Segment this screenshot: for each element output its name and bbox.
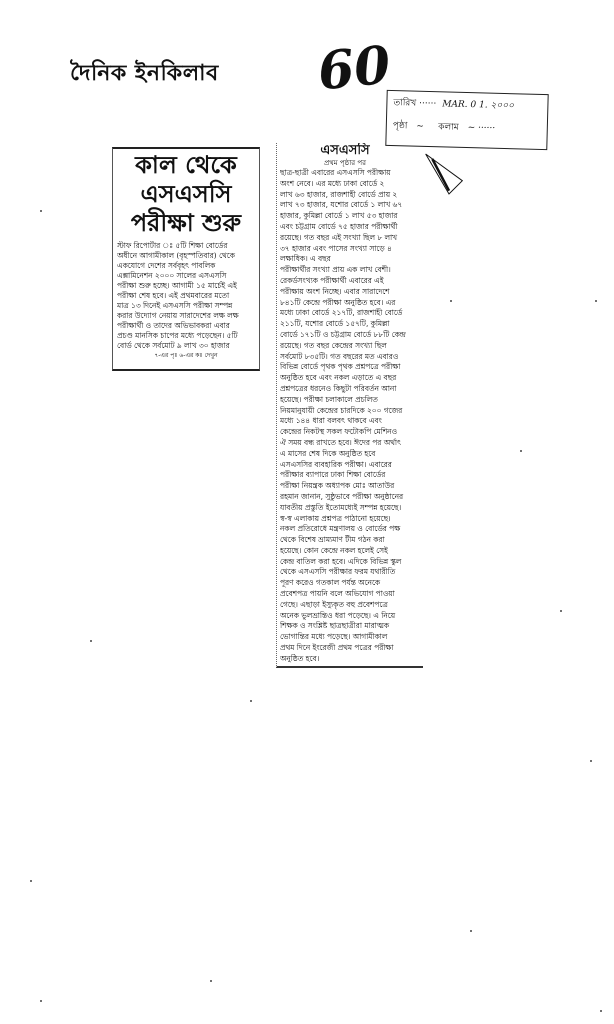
text-line: থেকে বিশেষ ভ্রাম্যমাণ টীম গঠন করা (280, 535, 385, 545)
article-body (117, 241, 255, 361)
speck (40, 210, 42, 212)
text-line: রয়েছে। গত বছর এই সংখ্যা ছিল ৮ লাখ (280, 232, 398, 242)
archive-stamp: তারিখ ······ MAR. 0 1. ২০০০ পৃষ্ঠা ~ কলাম ~ ······ (385, 90, 548, 150)
headline-line: পরীক্ষা শুরু (130, 209, 242, 237)
continued-heading: এসএসসি (320, 143, 370, 158)
speck (470, 930, 472, 932)
text-line: মধ্যে ১৪৪ ধারা বলবৎ থাকবে এবং (280, 416, 382, 426)
date-value: MAR. 0 1. ২০০০ (442, 99, 515, 112)
text-line: লাখ ৭৩ হাজার, যশোর বোর্ডে ১ লাখ ৬৭ (280, 200, 403, 210)
text-line: শিক্ষক ও সংশ্লিষ্ট ছাত্রছাত্রীরা মারাত্মক (280, 621, 390, 631)
speck (90, 640, 92, 642)
text-line: করার উদ্যোগ নেয়ায় সারাদেশের লক্ষ লক্ষ (117, 311, 239, 320)
text-line: হয়েছে। পরীক্ষা চলাকালে প্রচলিত (280, 394, 378, 404)
text-line: পূরণ করেও গতকাল পর্যন্ত অনেকে (280, 578, 381, 588)
text-line: ৩৭ হাজার এবং পাসের সংখ্যা সাড়ে ৪ (280, 243, 392, 253)
speck (600, 1010, 602, 1012)
speck (250, 700, 252, 702)
text-line: রহমান জানান, সুষ্ঠুভাবে পরীক্ষা অনুষ্ঠানের (280, 491, 404, 501)
handwritten-page-number: 60 (315, 34, 394, 103)
speck (595, 300, 597, 302)
continuation-note: ৭-এর পৃঃ ৬-এর কঃ দেখুন (154, 352, 218, 359)
text-line: গেছে। এছাড়া ইস্যুকৃত বহু প্রবেশপত্রে (280, 599, 388, 609)
text-line: পরীক্ষার্থী ও তাদের অভিভাবকরা এবার (117, 321, 230, 330)
text-line: এসএসসির ব্যবহারিক পরীক্ষা। এবারের (280, 459, 392, 469)
speck (560, 610, 562, 612)
text-line: প্রশ্নপত্রের ধরনেও কিছুটা পরিবর্তন আনা (280, 383, 397, 393)
headline-line: কাল থেকে (135, 151, 237, 179)
speck (40, 1000, 42, 1002)
text-line: নিয়মানুযায়ী কেন্দ্রের চারদিকে ২০০ গজের (280, 405, 403, 415)
text-line: অনুষ্ঠিত হবে এবং নকল এড়াতে এ বছর (280, 373, 397, 383)
text-line: হয়েছে। কোন কেন্দ্রে নকল হলেই সেই (280, 545, 388, 555)
text-line: লক্ষাধিক। এ বছর (280, 254, 331, 264)
article-body (277, 168, 423, 665)
text-line: ঐ সময় বন্ধ রাখতে হবে। ঈদের পর অর্থাৎ (280, 437, 401, 447)
text-line: ২১১টি, যশোর বোর্ডে ১৫৭টি, কুমিল্লা (280, 319, 390, 329)
text-line: স্ব-স্ব এলাকায় প্রশ্নপত্র পাঠানো হয়েছে। (280, 513, 391, 523)
text-line: ৮৪১টি কেন্দ্রে পরীক্ষা অনুষ্ঠিত হবে। এর (280, 297, 396, 307)
text-line: পরীক্ষায় অংশ নিচ্ছে। এবার সারাদেশে (280, 286, 390, 296)
text-line: অধীনে আগামীকাল (বৃহস্পতিবার) থেকে (117, 251, 235, 260)
text-line: প্রথম দিনে ইংরেজী প্রথম পত্রের পরীক্ষা (280, 643, 394, 653)
text-line: প্রচণ্ড মানসিক চাপের মধ্যে পড়েছেন। ৫টি (117, 331, 238, 340)
text-line: অংশ নেবে। এর মধ্যে ঢাকা বোর্ডে ২ (280, 178, 385, 188)
text-line: মাত্র ১৩ দিনেই এসএসসি পরীক্ষা সম্পন্ন (117, 301, 233, 310)
speck (30, 880, 32, 882)
text-line: যাবতীয় প্রস্তুতি ইতোমধ্যেই সম্পন্ন হয়েছে। (280, 502, 402, 512)
front-page-clipping (112, 147, 260, 371)
text-line: বোর্ড থেকে সর্বমোট ৯ লাখ ৩০ হাজার (117, 341, 230, 350)
text-line: লাখ ৬৩ হাজার, রাজশাহী বোর্ডে প্রায় ২ (280, 189, 398, 199)
text-line: অনেক ভুলভ্রান্তিও ধরা পড়েছে। এ নিয়ে (280, 610, 396, 620)
text-line: ছাত্র-ছাত্রী এবারের এসএসসি পরীক্ষায় (280, 168, 391, 177)
text-line: পরীক্ষার্থীর সংখ্যা প্রায় এক লাখ বেশী। (280, 265, 391, 275)
text-line: মধ্যে ঢাকা বোর্ডে ২১৭টি, রাজশাহী বোর্ডে (280, 308, 403, 318)
newspaper-masthead: দৈনিক ইনকিলাব (70, 61, 219, 86)
headline-line: এসএসসি (140, 180, 232, 208)
speck (520, 450, 522, 452)
text-line: পরীক্ষা শেষ হবে। এই প্রথমবারের মতো (117, 291, 230, 300)
folded-corner (424, 152, 464, 196)
text-line: পরীক্ষা শুরু হচ্ছে। আগামী ১৫ মার্চেই এই (117, 281, 237, 290)
text-line: কেন্দ্রের নিকটস্থ সকল ফটোকপি মেশিনও (280, 427, 398, 437)
text-line: এবং চট্টগ্রাম বোর্ডে ৭৫ হাজার পরীক্ষার্থী (280, 221, 398, 231)
continued-clipping (276, 143, 423, 668)
text-line: প্রবেশপত্র পায়নি বলে অভিযোগ পাওয়া (280, 589, 395, 599)
page-label: পৃষ্ঠা (392, 121, 408, 132)
text-line: সর্বমোট ৮৩৫টি। গত বছরের মত এবারও (280, 351, 399, 361)
speck (590, 760, 592, 762)
text-line: ভোগান্তির মধ্যে পড়েছে। আগামীকাল (280, 632, 388, 642)
text-line: কেন্দ্র বাতিল করা হবে। এদিকে বিভিন্ন স্কুল (280, 556, 402, 566)
text-line: স্টাফ রিপোর্টার ঃ ৫টি শিক্ষা বোর্ডের (117, 241, 228, 250)
text-line: এ মাসের শেষ দিকে অনুষ্ঠিত হবে (280, 448, 376, 458)
speck (210, 980, 212, 982)
speck (450, 300, 452, 302)
text-line: হাজার, কুমিল্লা বোর্ডে ১ লাখ ৫৩ হাজার (280, 211, 398, 221)
text-line: থেকে এসএসসি পরীক্ষার ফরম যথারীতি (280, 567, 396, 577)
text-line: অনুষ্ঠিত হবে। (280, 653, 320, 663)
text-line: এক্সামিনেশন ২০০০ সালের এসএসসি (117, 271, 227, 280)
text-line: একযোগে দেশের সর্ববৃহৎ পাবলিক (117, 261, 216, 270)
text-line: রেকর্ডসংখ্যক পরীক্ষার্থী এবারের এই (280, 275, 384, 285)
text-line: পরীক্ষা নিয়ন্ত্রক অধ্যাপক মোঃ আতাউর (280, 481, 395, 491)
date-label: তারিখ (393, 98, 417, 109)
text-line: বোর্ডে ১৭১টি ও চট্টগ্রাম বোর্ডে ৮৮টি কেন্দ্র (280, 329, 406, 339)
continued-subheading: প্রথম পৃষ্ঠার পর (324, 159, 366, 167)
text-line: বিভিন্ন বোর্ডে পৃথক পৃথক প্রশ্নপত্রে পরীক্ষা (280, 362, 401, 372)
text-line: রয়েছে। গত বছর কেন্দ্রের সংখ্যা ছিল (280, 340, 387, 350)
headline (113, 149, 259, 238)
text-line: নকল প্রতিরোধে মন্ত্রণালয় ও বোর্ডের পক্ষ (280, 524, 401, 534)
column-label: কলাম (437, 122, 459, 133)
text-line: পরীক্ষার ব্যাপারে ঢাকা শিক্ষা বোর্ডের (280, 470, 386, 480)
